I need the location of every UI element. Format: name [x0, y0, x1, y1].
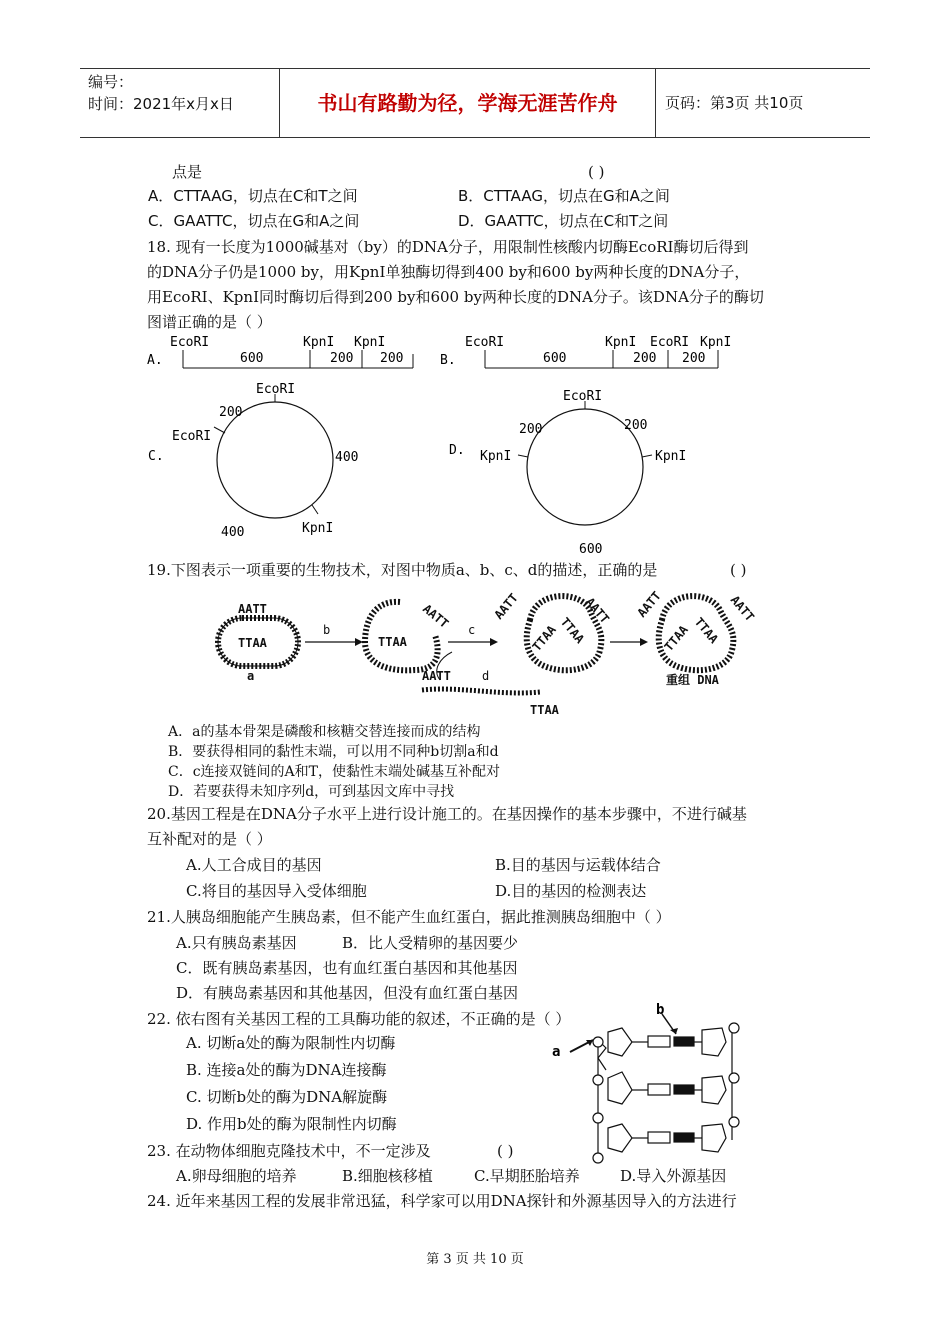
- fig19-result-label: 重组 DNA: [666, 673, 719, 687]
- fig19-mid-aatt-left: AATT: [491, 590, 521, 622]
- fig-b-len-1: 600: [543, 351, 567, 366]
- fig-a-letter: A.: [147, 353, 163, 368]
- q18-line4: 图谱正确的是（ ）: [147, 313, 272, 331]
- q17-option-d: D．GAATTC，切点在C和T之间: [458, 212, 669, 230]
- q19-stem: 19.下图表示一项重要的生物技术，对图中物质a、b、c、d的描述，正确的是: [147, 561, 658, 579]
- fig-d-label-right: KpnI: [655, 449, 687, 464]
- q17-stem-tail: 点是: [172, 163, 203, 181]
- q20-option-a: A.人工合成目的基因: [186, 856, 322, 874]
- q23-option-b: B.细胞核移植: [342, 1167, 433, 1185]
- fig19-label-d: d: [482, 669, 490, 683]
- fig19-cut-aatt: AATT: [420, 601, 452, 631]
- page-footer: 第 3 页 共 10 页: [426, 1252, 524, 1267]
- q20-line1: 20.基因工程是在DNA分子水平上进行设计施工的。在基因操作的基本步骤中，不进行碱基: [147, 805, 747, 823]
- fig19-a-ttaa: TTAA: [238, 636, 267, 650]
- q20-line2: 互补配对的是（ ）: [147, 830, 272, 848]
- fig-a-len-2: 200: [330, 351, 354, 366]
- q23-option-c: C.早期胚胎培养: [474, 1167, 580, 1185]
- fig-a-label-kpni-1: KpnI: [303, 335, 335, 350]
- fig-d-len-bottom: 600: [579, 542, 603, 557]
- fig-d-label-top: EcoRI: [563, 389, 603, 404]
- fig19-d-aatt: AATT: [422, 669, 451, 683]
- fig-b-label-ecori-2: EcoRI: [650, 335, 690, 350]
- q19-bracket: ( ): [730, 561, 747, 579]
- q21-option-b: B．比人受精卵的基因要少: [342, 934, 519, 952]
- header-motto: 书山有路勤为径，学海无涯苦作舟: [280, 69, 656, 137]
- q22-option-c: C. 切断b处的酶为DNA解旋酶: [186, 1088, 388, 1106]
- fig19-cut-ttaa: TTAA: [378, 635, 407, 649]
- q18-line3: 用EcoRI、KpnI同时酶切后得到200 by和600 by两种长度的DNA分子。该DNA分子的酶切: [147, 288, 764, 306]
- q23-bracket: ( ): [497, 1142, 514, 1160]
- fig-a-len-3: 200: [380, 351, 404, 366]
- q17-option-a: A．CTTAAG，切点在C和T之间: [148, 187, 358, 205]
- q22-stem: 22. 依右图有关基因工程的工具酶功能的叙述，不正确的是（ ）: [147, 1010, 571, 1028]
- fig-a-label-ecori: EcoRI: [170, 335, 210, 350]
- q17-bracket: ( ): [588, 163, 605, 181]
- q21-option-c: C．既有胰岛素基因，也有血红蛋白基因和其他基因: [176, 959, 518, 977]
- fig-c-len-bottomleft: 400: [221, 525, 245, 540]
- fig22-label-b: b: [656, 1002, 665, 1018]
- page-header: [80, 68, 870, 138]
- fig-b-len-2: 200: [633, 351, 657, 366]
- fig19-rec-aatt-left: AATT: [634, 588, 664, 620]
- fig-b-label-ecori-1: EcoRI: [465, 335, 505, 350]
- q17-option-c: C．GAATTC，切点在G和A之间: [148, 212, 360, 230]
- fig22-label-a: a: [552, 1044, 561, 1060]
- fig19-a-aatt: AATT: [238, 602, 267, 616]
- fig-c-label-left: EcoRI: [172, 429, 212, 444]
- fig-b-len-3: 200: [682, 351, 706, 366]
- q23-option-d: D.导入外源基因: [620, 1167, 727, 1185]
- fig-b-label-kpni-1: KpnI: [605, 335, 637, 350]
- q18-line2: 的DNA分子仍是1000 by，用KpnI单独酶切得到400 by和600 by两种长度的DNA分子，: [147, 263, 750, 281]
- q18-line1: 18. 现有一长度为1000碱基对（by）的DNA分子，用限制性核酸内切酶EcoRI酶切后得到: [147, 238, 749, 256]
- fig-a-label-kpni-2: KpnI: [354, 335, 386, 350]
- fig-c-len-topleft: 200: [219, 405, 243, 420]
- fig-a-len-1: 600: [240, 351, 264, 366]
- q21-stem: 21.人胰岛细胞能产生胰岛素，但不能产生血红蛋白，据此推测胰岛细胞中（ ）: [147, 908, 671, 926]
- fig19-label-b: b: [323, 623, 331, 637]
- q24-line1: 24. 近年来基因工程的发展非常迅猛，科学家可以用DNA探针和外源基因导入的方法进行: [147, 1192, 737, 1210]
- q19-option-a: A．a的基本骨架是磷酸和核糖交替连接而成的结构: [168, 724, 481, 740]
- fig-c-label-top: EcoRI: [256, 382, 296, 397]
- q22-option-b: B. 连接a处的酶为DNA连接酶: [186, 1061, 387, 1079]
- header-meta: [80, 69, 280, 137]
- fig-d-len-topleft: 200: [519, 422, 543, 437]
- fig19-d-ttaa: TTAA: [530, 703, 559, 717]
- fig19-rec-ttaa-right: TTAA: [691, 614, 722, 647]
- fig-c-len-right: 400: [335, 450, 359, 465]
- q19-option-b: B．要获得相同的黏性末端，可以用不同种b切割a和d: [168, 744, 499, 760]
- q20-option-c: C.将目的基因导入受体细胞: [186, 882, 367, 900]
- q22-option-d: D. 作用b处的酶为限制性内切酶: [186, 1115, 397, 1133]
- q17-option-b: B．CTTAAG，切点在G和A之间: [458, 187, 670, 205]
- fig-c-label-bottom: KpnI: [302, 521, 334, 536]
- fig19-mid-ttaa-right: TTAA: [557, 614, 588, 647]
- q23-option-a: A.卵母细胞的培养: [176, 1167, 297, 1185]
- q18-figure-b: [440, 335, 731, 368]
- q20-option-b: B.目的基因与运载体结合: [495, 856, 661, 874]
- q19-option-d: D．若要获得未知序列d，可到基因文库中寻找: [168, 784, 455, 800]
- number-label: 编号：: [88, 73, 134, 91]
- q21-option-d: D．有胰岛素基因和其他基因，但没有血红蛋白基因: [176, 984, 519, 1002]
- fig-c-letter: C.: [148, 449, 164, 464]
- q19-option-c: C．c连接双链间的A和T，使黏性末端处碱基互补配对: [168, 764, 500, 780]
- q23-stem: 23. 在动物体细胞克隆技术中，不一定涉及: [147, 1142, 431, 1160]
- fig-b-letter: B.: [440, 353, 456, 368]
- q22-option-a: A. 切断a处的酶为限制性内切酶: [186, 1034, 396, 1052]
- fig19-label-a: a: [247, 669, 255, 683]
- fig19-rec-aatt-right: AATT: [727, 592, 758, 625]
- q22-figure: [550, 1000, 780, 1172]
- fig-b-label-kpni-2: KpnI: [700, 335, 732, 350]
- time-label: 时间：2021年x月x日: [88, 95, 234, 113]
- fig19-rec-ttaa-left: TTAA: [661, 622, 691, 654]
- fig19-mid-aatt-right: AATT: [582, 594, 613, 627]
- fig-d-label-left: KpnI: [480, 449, 512, 464]
- q21-option-a: A.只有胰岛素基因: [176, 934, 297, 952]
- q18-figures: [0, 330, 950, 560]
- q18-figure-a: [147, 335, 413, 368]
- q18-figure-c: [148, 382, 358, 540]
- fig-d-len-topright: 200: [624, 418, 648, 433]
- q19-figure: [200, 580, 780, 720]
- fig-d-letter: D.: [449, 443, 465, 458]
- q20-option-d: D.目的基因的检测表达: [495, 882, 647, 900]
- fig19-label-c: c: [468, 623, 476, 637]
- fig19-mid-ttaa-left: TTAA: [529, 622, 559, 654]
- q18-figure-d: [449, 389, 686, 557]
- header-page-label: 页码：第3页 共10页: [665, 94, 804, 112]
